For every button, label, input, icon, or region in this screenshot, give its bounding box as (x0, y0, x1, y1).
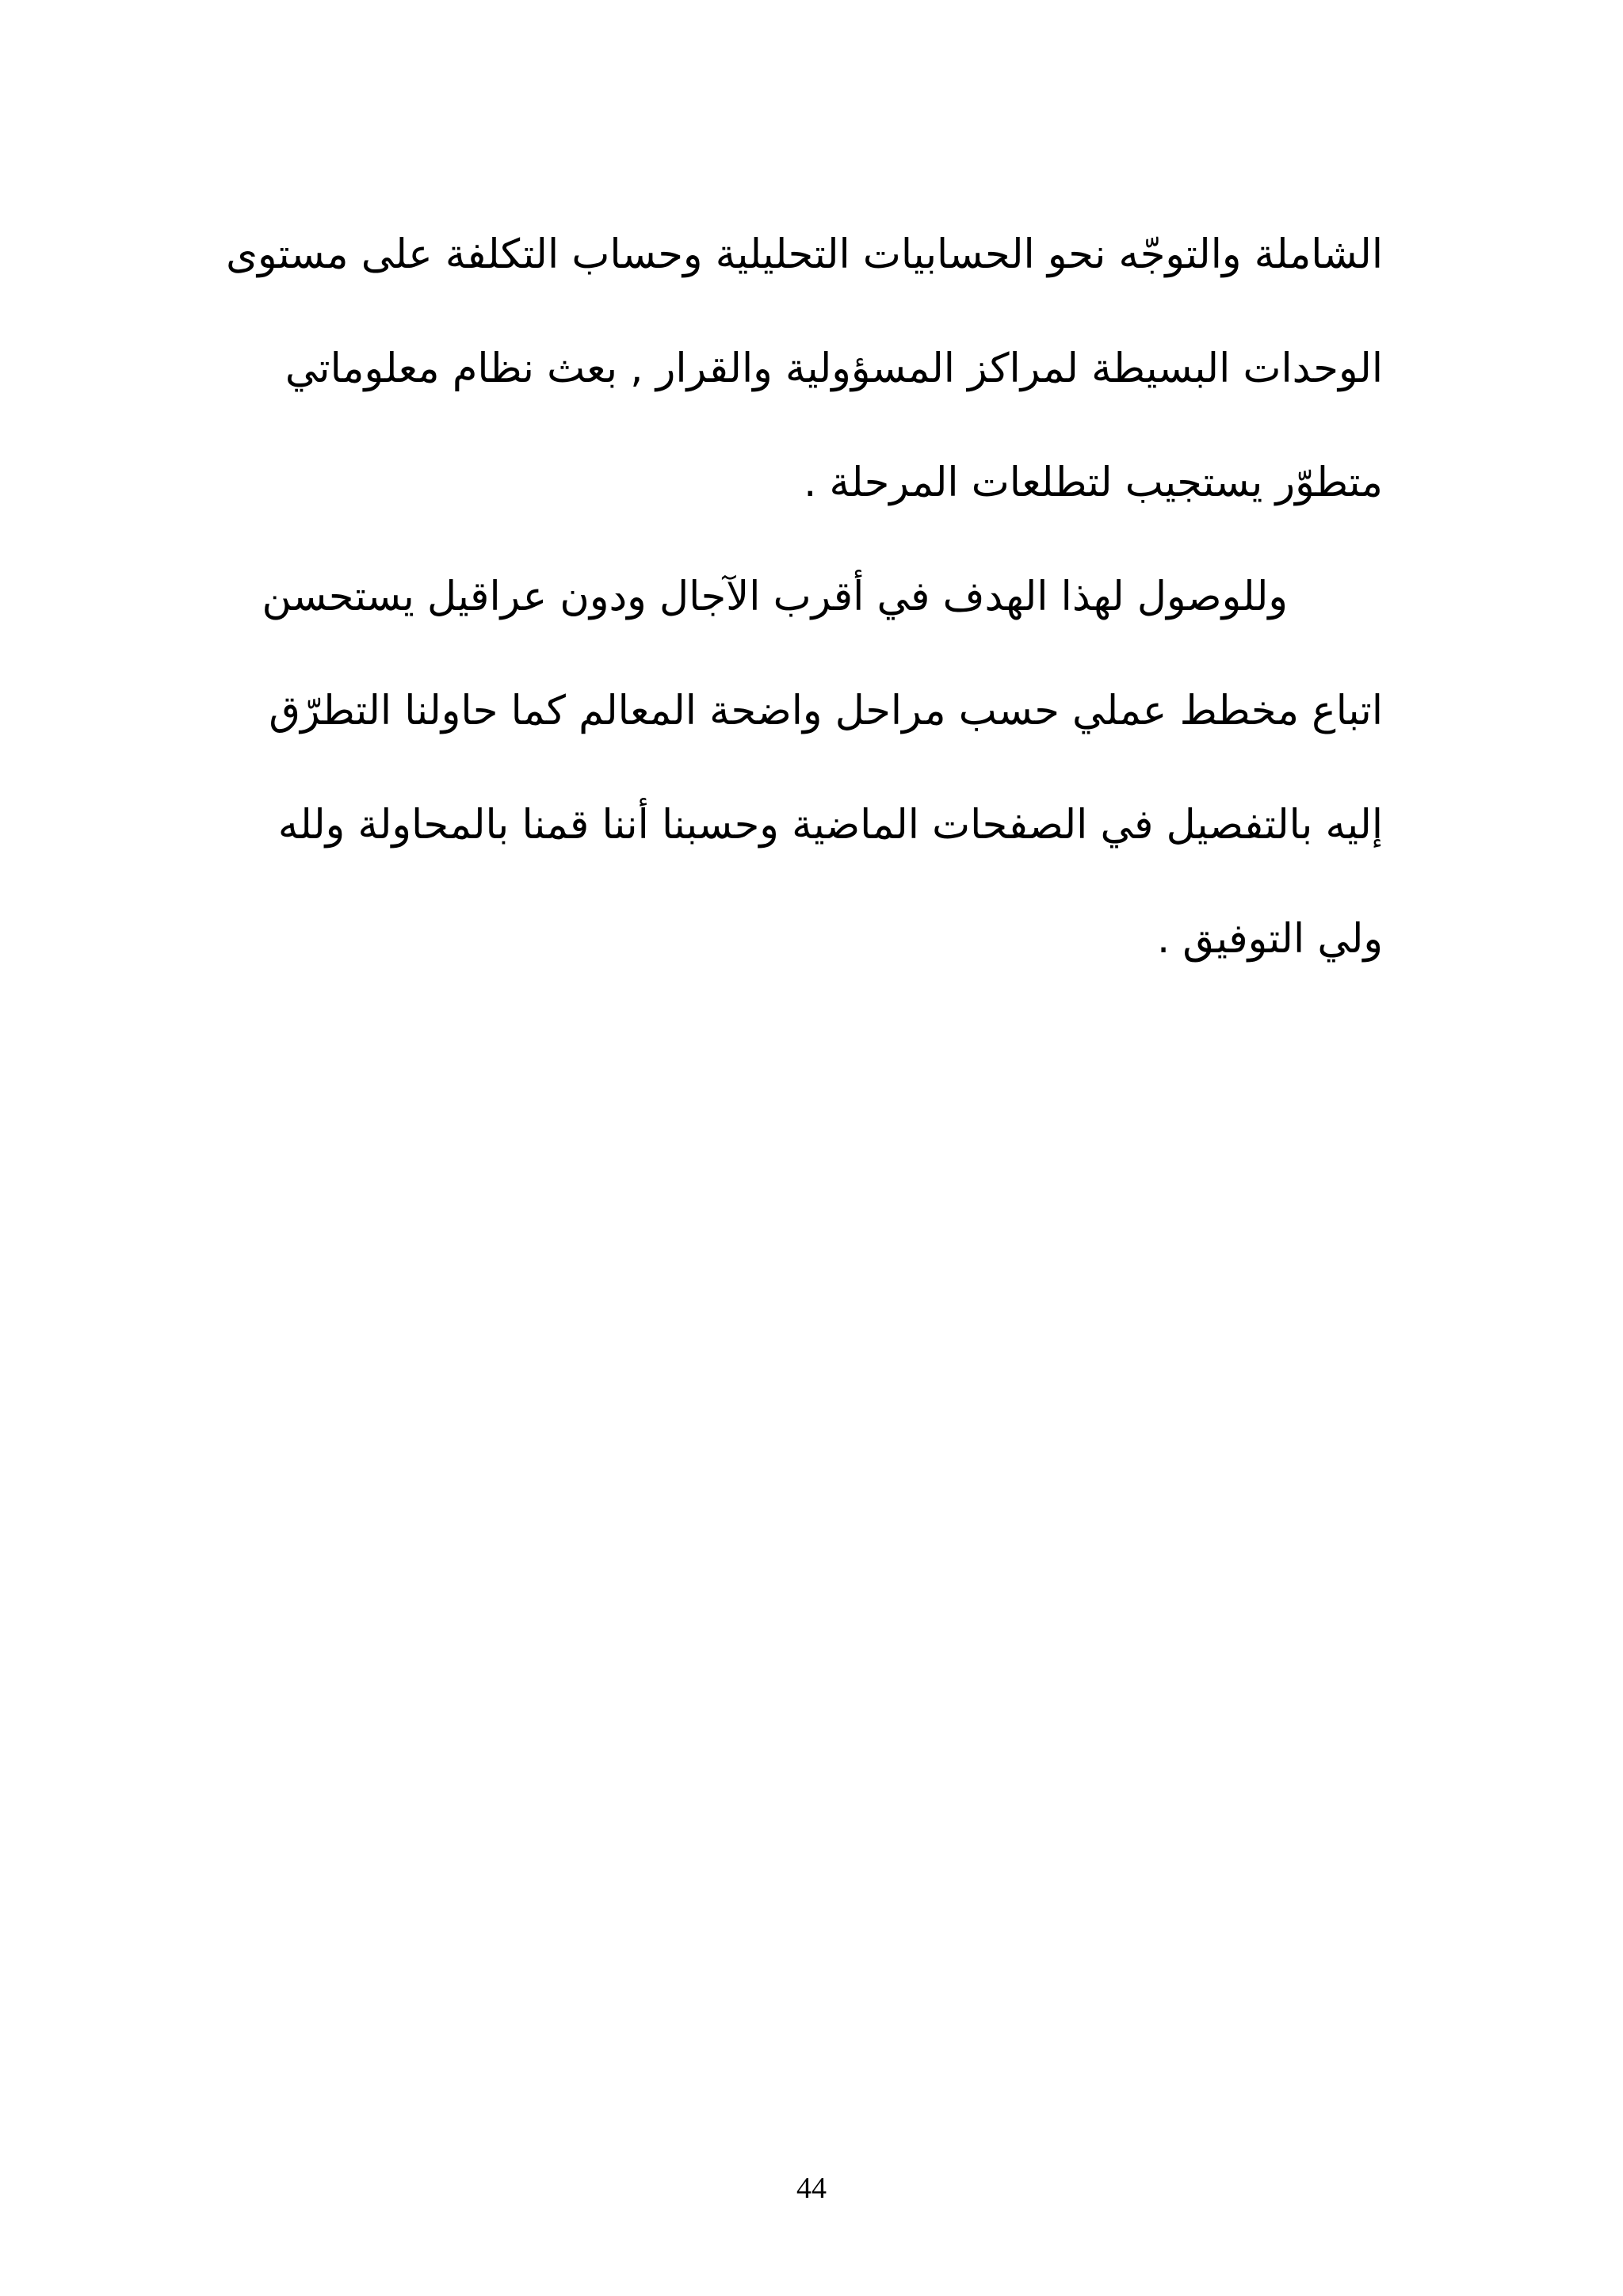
paragraph-1 (226, 198, 1383, 540)
text-line: الوحدات البسيطة لمراكز المسؤولية والقرار , بعث نظام معلوماتي (285, 345, 1383, 392)
text-line: وللوصول لهذا الهدف في أقرب الآجال ودون عراقيل يستحسن (262, 574, 1288, 620)
page-number: 44 (796, 2172, 827, 2205)
text-line: ولي التوفيق . (1156, 916, 1383, 963)
text-line: الشاملة والتوجّه نحو الحسابيات التحليلية وحساب التكلفة على مستوى (226, 231, 1383, 278)
text-line: إليه بالتفصيل في الصفحات الماضية وحسبنا أننا قمنا بالمحاولة ولله (277, 802, 1383, 849)
paragraph-2 (258, 540, 1383, 997)
text-line: اتباع مخطط عملي حسب مراحل واضحة المعالم كما حاولنا التطرّق (269, 688, 1383, 734)
text-line: متطوّر يستجيب لتطلعات المرحلة . (804, 460, 1383, 506)
body-text (226, 198, 1383, 997)
